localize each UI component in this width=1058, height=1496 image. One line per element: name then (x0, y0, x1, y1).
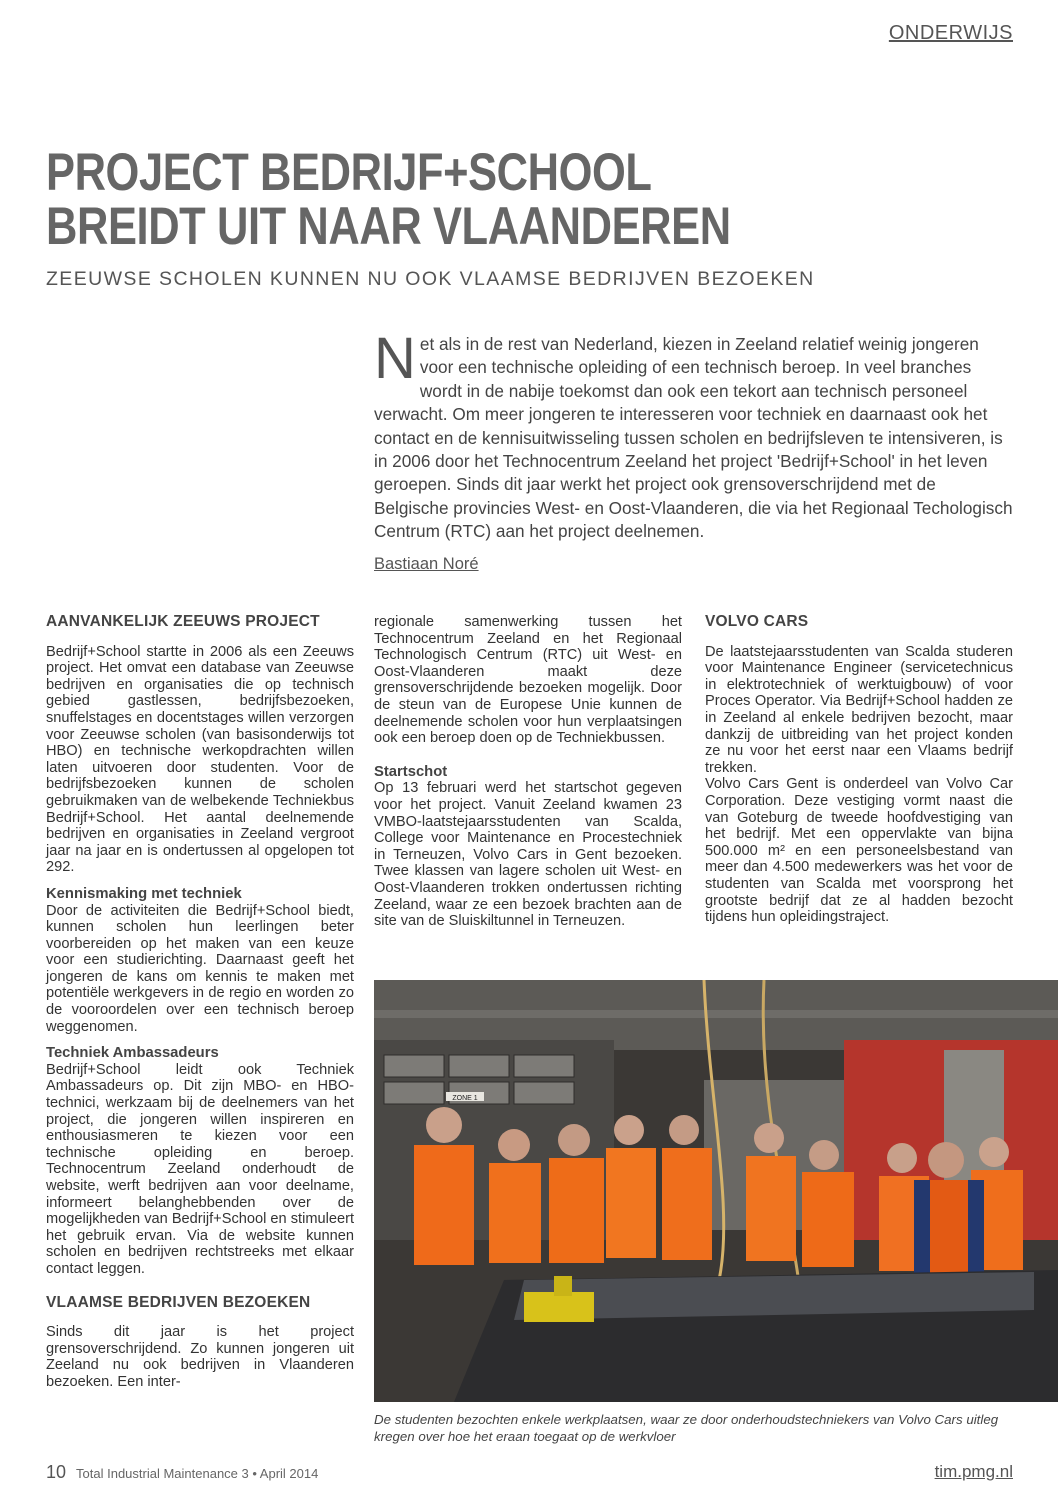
heading-aanvankelijk: AANVANKELIJK ZEEUWS PROJECT (46, 613, 320, 630)
body-paragraph: Volvo Cars Gent is onderdeel van Volvo Car Corporation. Deze vestiging vormt naast die van Goteburg de tweede hoofdvestiging van het bedrijf. Met een oppervlakte van bijna 500.000 m² en een personeelsbestand van meer dan 4.500 medewerkers was het voor de studenten van Scalda met voorsprong het grootste bedrijf dat ze al hadden bezocht tijdens hun opleidingstraject. (705, 776, 1013, 926)
column-2 (374, 614, 682, 930)
website-link[interactable]: tim.pmg.nl (934, 1462, 1013, 1481)
article-title (46, 143, 731, 256)
article-subtitle: ZEEUWSE SCHOLEN KUNNEN NU OOK VLAAMSE BEDRIJVEN BEZOEKEN (46, 268, 815, 290)
section-tag[interactable]: ONDERWIJS (888, 22, 1013, 44)
column-1 (46, 614, 354, 1391)
photo-illustration (374, 980, 1058, 1402)
body-paragraph: Sinds dit jaar is het project grensoverschrijdend. Zo kunnen jongeren uit Zeeland nu ook bedrijven in Vlaanderen bezoeken. Een inter- (46, 1324, 354, 1390)
page-number: 10 (46, 1462, 67, 1482)
subheading-ambassadeurs: Techniek Ambassadeurs (46, 1045, 219, 1062)
body-paragraph: De laatstejaarsstudenten van Scalda studeren voor Maintenance Engineer (servicetechnicus in elektrotechniek of werktuigbouw) of voor Proces Operator. Via Bedrijf+School hadden ze in Zeeland al enkele bedrijven bezocht, maar dankzij de uitbreiding van het project konden ze nu voor het eerst naar een Vlaams bedrijf trekken. (705, 643, 1013, 776)
title-line-1: PROJECT BEDRIJF+SCHOOL (46, 143, 652, 202)
zone-sign: ZONE 1 (452, 1095, 478, 1102)
workshop-photo (374, 980, 1058, 1402)
column-3 (705, 614, 1013, 926)
heading-volvo-cars: VOLVO CARS (705, 613, 809, 630)
drop-cap: N (374, 326, 416, 391)
publication-info: Total Industrial Maintenance 3 • April 2014 (76, 1466, 319, 1481)
body-paragraph: Bedrijf+School leidt ook Techniek Ambassadeurs op. Dit zijn MBO- en HBO-technici, werkzaam bij de deelnemers van het project, die jongeren willen inspireren en enthousiasmeren te kiezen voor een technische opleiding en beroep. Technocentrum Zeeland onderhoudt de website, werft bedrijven aan voor deelname, informeert belanghebbenden over de mogelijkheden van Bedrijf+School en stimuleert het gebruik ervan. Via de website kunnen scholen en bedrijven rechtstreeks met elkaar contact leggen. (46, 1061, 354, 1277)
intro-paragraph (374, 326, 1014, 544)
heading-vlaamse-bedrijven: VLAAMSE BEDRIJVEN BEZOEKEN (46, 1293, 311, 1311)
author-link[interactable]: Bastiaan Noré (374, 555, 479, 573)
body-paragraph: Op 13 februari werd het startschot gegeven voor het project. Vanuit Zeeland kwamen 23 VMBO-laatstejaarsstudenten van Scalda, College voor Maintenance en Procestechniek in Terneuzen, Volvo Cars in Gent bezoeken. Twee klassen van lagere scholen uit West- en Oost-Vlaanderen trokken ondertussen richting Zeeland, waar ze een bezoek brachten aan de site van de Sluiskiltunnel in Terneuzen. (374, 780, 682, 930)
subheading-startschot: Startschot (374, 763, 448, 780)
body-paragraph: Bedrijf+School startte in 2006 als een Zeeuws project. Het omvat een database van Zeeuwse bedrijven en organisaties die op technisch gebied gastlessen, bedrijfsbezoeken, snuffelstages en docentstages willen verzorgen voor Zeeuwse scholen (van basisonderwijs tot HBO) en technische werkopdrachten willen laten uitvoeren door studenten. Voor de bedrijfsbezoeken kunnen de scholen gebruikmaken van de welbekende Techniekbus Bedrijf+School. Het aantal deelnemende bedrijven en organisaties in Zeeland vergroot jaar na jaar en is ondertussen al opgelopen tot 292. (46, 643, 354, 876)
photo-caption: De studenten bezochten enkele werkplaatsen, waar ze door onderhoudstechniekers van Volvo Cars uitleg kregen over hoe het eraan toegaat op de werkvloer (374, 1412, 999, 1444)
subheading-kennismaking: Kennismaking met techniek (46, 885, 242, 902)
page-footer (46, 1462, 318, 1483)
title-line-2: BREIDT UIT NAAR VLAANDEREN (46, 197, 731, 256)
intro-text: et als in de rest van Nederland, kiezen in Zeeland relatief weinig jongeren voor een technische opleiding of een technisch beroep. In veel branches wordt in de nabije toekomst dan ook een tekort aan technisch personeel verwacht. Om meer jongeren te interesseren voor techniek en daarnaast ook het contact en de kennisuitwisseling tussen scholen en bedrijfsleven te intensiveren, is in 2006 door het Technocentrum Zeeland het project 'Bedrijf+School' in het leven geroepen. Sinds dit jaar werkt het project ook grensoverschrijdend met de Belgische provincies West- en Oost-Vlaanderen, die via het Regionaal Techologisch Centrum (RTC) aan het project deelnemen. (374, 334, 1013, 542)
body-paragraph: Door de activiteiten die Bedrijf+School biedt, kunnen scholen hun leerlingen beter voorbereiden op het maken van een keuze voor een studierichting. Daarnaast geeft het jongeren de kans om kennis te maken met potentiële werkgevers in de regio en worden zo de vooroordelen over een technisch beroep weggenomen. (46, 902, 354, 1035)
body-paragraph: regionale samenwerking tussen het Technocentrum Zeeland en het Regionaal Technologisch Centrum (RTC) uit West- en Oost-Vlaanderen maakt deze grensoverschrijdende bezoeken mogelijk. Door de steun van de Europese Unie kunnen de deelnemende scholen voor hun verplaatsingen ook een beroep doen op de Techniekbussen. (374, 614, 682, 747)
